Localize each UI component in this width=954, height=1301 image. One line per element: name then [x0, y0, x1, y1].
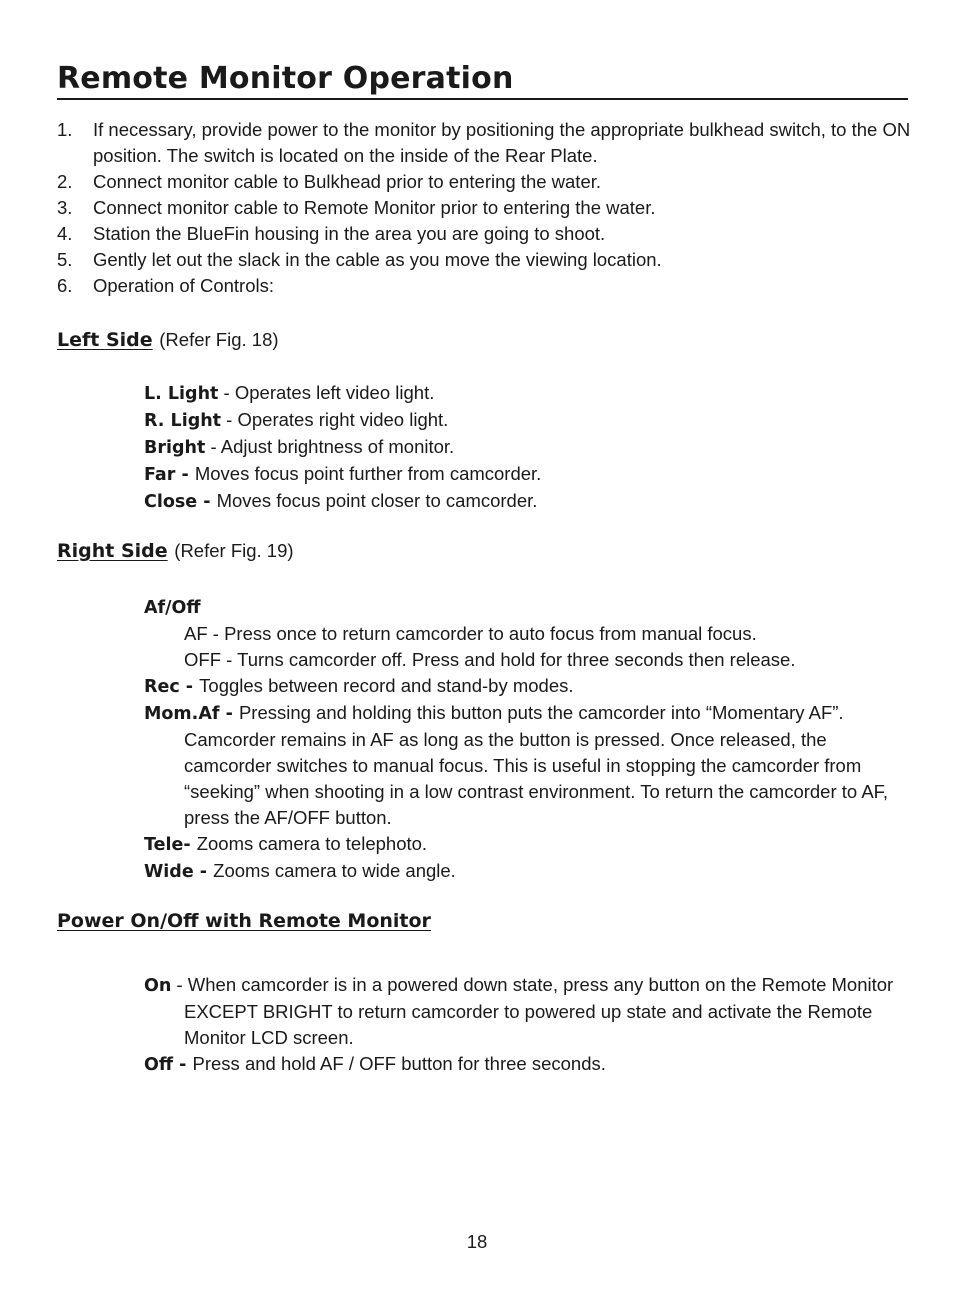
step-number: 5. [57, 249, 73, 270]
control-definition [144, 972, 914, 1051]
control-desc: - Operates left video light. [218, 382, 435, 403]
step-item [57, 273, 917, 299]
left-side-heading [57, 327, 279, 353]
step-text: Station the BlueFin housing in the area you are going to shoot. [93, 223, 606, 244]
power-controls [144, 972, 914, 1078]
step-number: 3. [57, 197, 73, 218]
control-desc: Toggles between record and stand-by modes. [199, 675, 574, 696]
control-definition [144, 858, 914, 885]
step-text: Connect monitor cable to Remote Monitor prior to entering the water. [93, 197, 656, 218]
control-term: Tele- [144, 835, 197, 855]
left-side-figure-ref: (Refer Fig. 18) [159, 329, 279, 350]
control-term: L. Light [144, 384, 219, 404]
control-term: Rec - [144, 677, 200, 697]
control-desc: - Operates right video light. [221, 409, 449, 430]
control-term: R. Light [144, 411, 222, 431]
procedure-steps [57, 117, 917, 299]
step-item [57, 117, 917, 169]
power-title: Power On/Off with Remote Monitor [57, 910, 431, 932]
control-term: Far - [144, 465, 195, 485]
step-number: 1. [57, 119, 73, 140]
right-side-heading [57, 538, 294, 564]
step-text: Operation of Controls: [93, 275, 274, 296]
right-side-controls [144, 594, 914, 885]
control-desc: Pressing and holding this button puts the camcorder into “Momentary AF”. Camcorder remains in AF as long as the button is pressed. Once released, the camcorder switches to manual focus. This is useful in stopping the camcorder from “seeking” when shooting in a low contrast environment. To return the camcorder to AF, press the AF/OFF button. [184, 702, 889, 828]
step-number: 6. [57, 275, 73, 296]
control-term: Off - [144, 1055, 193, 1075]
control-definition [144, 700, 914, 831]
control-desc-line: OFF - Turns camcorder off. Press and hold for three seconds then release. [184, 649, 796, 670]
step-item [57, 247, 917, 273]
page-title: Remote Monitor Operation [57, 60, 908, 100]
control-desc-line: AF - Press once to return camcorder to auto focus from manual focus. [184, 623, 757, 644]
control-definition [144, 380, 914, 407]
control-desc: - Adjust brightness of monitor. [205, 436, 455, 457]
control-term: Af/Off [144, 598, 201, 618]
step-number: 2. [57, 171, 73, 192]
control-term: Wide - [144, 862, 214, 882]
control-definition [144, 673, 914, 700]
left-side-title: Left Side [57, 329, 153, 351]
step-item [57, 195, 917, 221]
control-definition [144, 1051, 914, 1078]
power-heading [57, 908, 431, 934]
step-item [57, 221, 917, 247]
control-definition [144, 831, 914, 858]
step-number: 4. [57, 223, 73, 244]
control-definition [144, 594, 914, 621]
control-term: Mom.Af - [144, 704, 239, 724]
control-definition [144, 434, 914, 461]
control-desc: Moves focus point further from camcorder. [194, 463, 542, 484]
control-desc: Moves focus point closer to camcorder. [216, 490, 538, 511]
control-desc: - When camcorder is in a powered down state, press any button on the Remote Monitor EXCEPT BRIGHT to return camcorder to powered up state and activate the Remote Monitor LCD screen. [171, 974, 894, 1048]
control-desc: Zooms camera to wide angle. [213, 860, 456, 881]
control-term: On [144, 976, 172, 996]
control-term: Bright [144, 438, 206, 458]
control-desc: Zooms camera to telephoto. [196, 833, 428, 854]
right-side-title: Right Side [57, 540, 168, 562]
control-desc: Press and hold AF / OFF button for three seconds. [192, 1053, 606, 1074]
control-term: Close - [144, 492, 217, 512]
step-text: Connect monitor cable to Bulkhead prior to entering the water. [93, 171, 602, 192]
step-item [57, 169, 917, 195]
control-definition [144, 488, 914, 515]
left-side-controls [144, 380, 914, 515]
control-definition [144, 461, 914, 488]
step-text: If necessary, provide power to the monitor by positioning the appropriate bulkhead switch, to the ON position. The switch is located on the inside of the Rear Plate. [93, 119, 911, 166]
step-text: Gently let out the slack in the cable as you move the viewing location. [93, 249, 662, 270]
page-number: 18 [466, 1231, 488, 1252]
right-side-figure-ref: (Refer Fig. 19) [174, 540, 294, 561]
control-definition [144, 407, 914, 434]
